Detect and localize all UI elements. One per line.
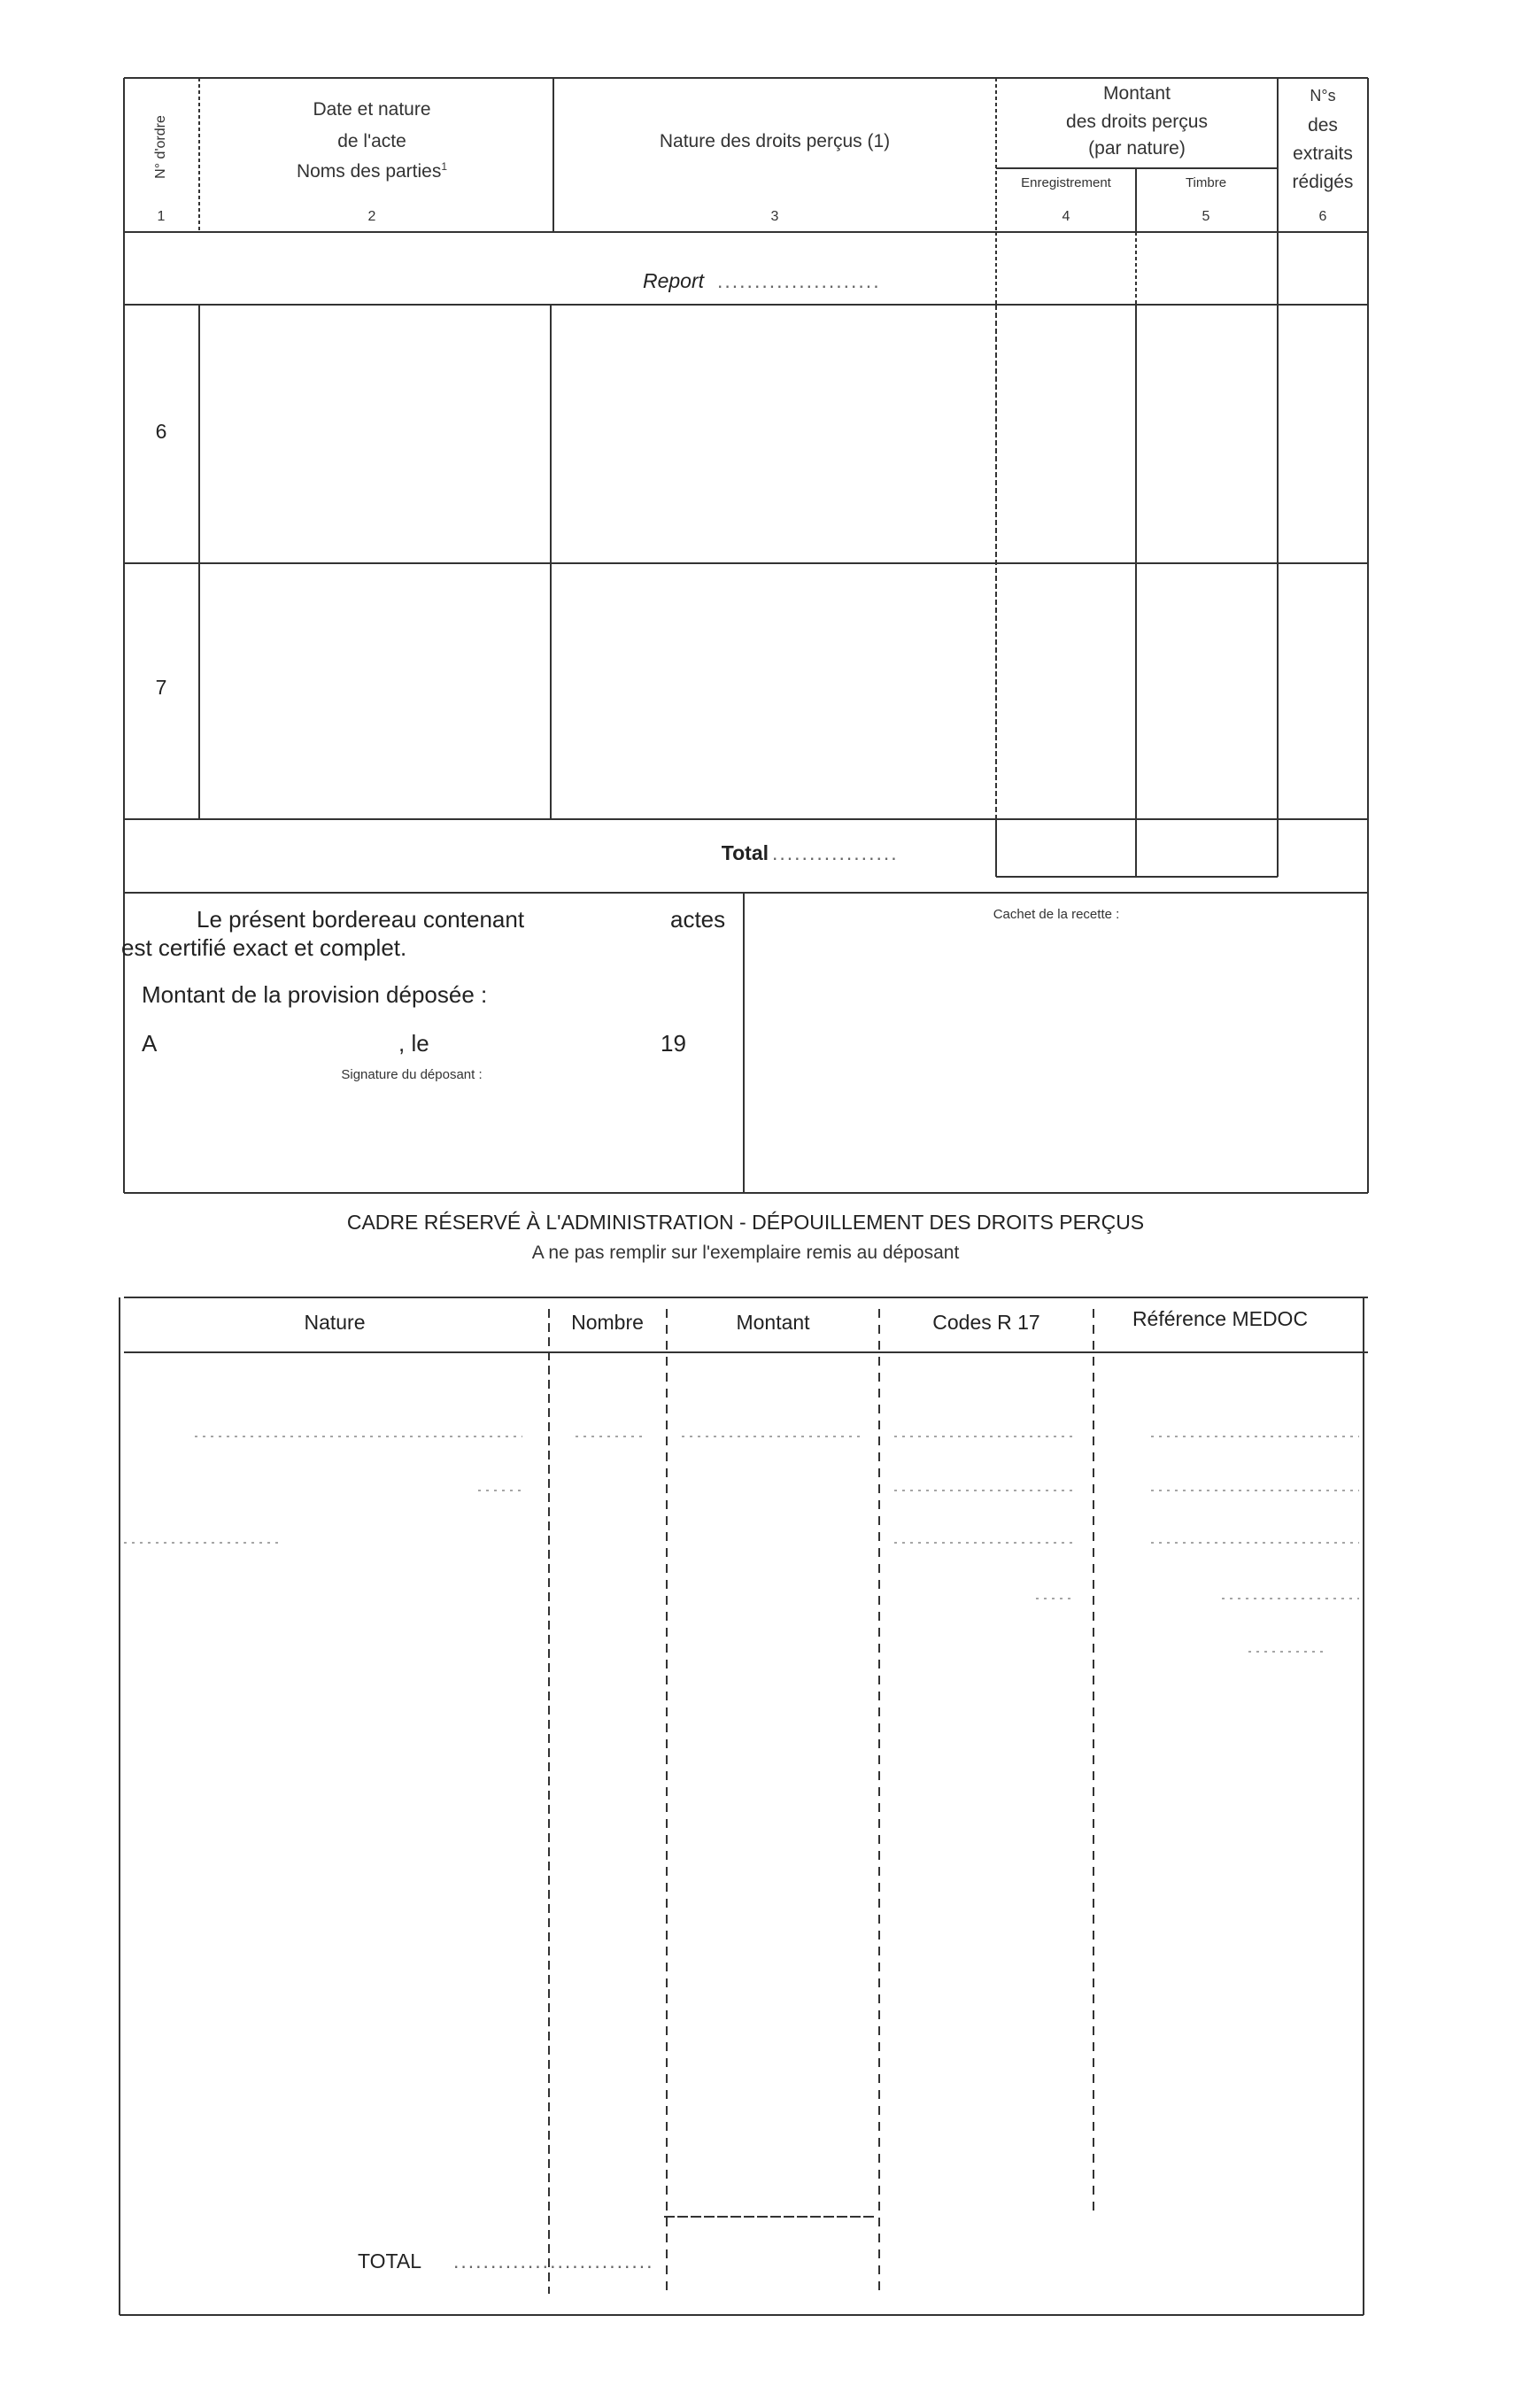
row-number-7: 7 (155, 676, 167, 699)
col-nature-label: Nature des droits perçus (1) (659, 131, 891, 151)
col-date-line1: Date et nature (313, 99, 431, 120)
total-label: Total (721, 841, 769, 864)
col-enregistrement-label: Enregistrement (1021, 175, 1111, 190)
col-number-6: 6 (1318, 209, 1327, 224)
col-number-5: 5 (1202, 209, 1210, 224)
admin-col-nombre: Nombre (571, 1311, 644, 1334)
col-number-1: 1 (157, 209, 166, 224)
admin-col-codes: Codes R 17 (932, 1311, 1040, 1334)
cert-line1: Le présent bordereau contenant (197, 906, 525, 933)
provision-label: Montant de la provision déposée : (142, 981, 488, 1008)
col-date-line3 (297, 161, 447, 182)
col-number-4: 4 (1062, 209, 1070, 224)
report-dots: ...................... (717, 269, 881, 292)
amount-header-line1: Montant (1103, 83, 1171, 104)
col-number-2: 2 (367, 209, 376, 224)
year-prefix: 19 (661, 1030, 686, 1057)
admin-title: CADRE RÉSERVÉ À L'ADMINISTRATION - DÉPOUILLEMENT DES DROITS PERÇUS (346, 1211, 1145, 1234)
cert-line2: est certifié exact et complet. (121, 934, 407, 961)
admin-subtitle: A ne pas remplir sur l'exemplaire remis au déposant (531, 1243, 960, 1263)
col-number-3: 3 (770, 209, 779, 224)
admin-total-dots: ........................... (453, 2249, 654, 2273)
admin-total-label: TOTAL (358, 2249, 421, 2273)
col-extraits-line2: des (1308, 115, 1338, 135)
col-date-line2: de l'acte (337, 131, 406, 151)
col-extraits-line4: rédigés (1292, 172, 1354, 192)
amount-header-line3: (par nature) (1088, 138, 1186, 159)
admin-col-nature: Nature (304, 1311, 366, 1334)
report-label: Report (642, 269, 704, 292)
col-order-label: N° d'ordre (153, 115, 168, 179)
stamp-label: Cachet de la recette : (993, 907, 1120, 922)
footnote-marker: 1 (441, 160, 448, 173)
place-prefix: A (142, 1030, 158, 1057)
admin-col-montant: Montant (736, 1311, 810, 1334)
col-date-line3-text: Noms des parties (296, 161, 442, 182)
signature-label: Signature du déposant : (341, 1067, 483, 1082)
row-number-6: 6 (155, 420, 167, 443)
col-extraits-line1: N°s (1310, 87, 1336, 105)
col-extraits-line3: extraits (1293, 143, 1353, 164)
admin-col-medoc: Référence MEDOC (1132, 1307, 1309, 1330)
col-timbre-label: Timbre (1185, 175, 1227, 190)
amount-header-line2: des droits perçus (1066, 112, 1208, 132)
date-le: , le (398, 1030, 429, 1057)
cert-line1-end: actes (670, 906, 726, 933)
total-dots: ................. (772, 841, 899, 864)
